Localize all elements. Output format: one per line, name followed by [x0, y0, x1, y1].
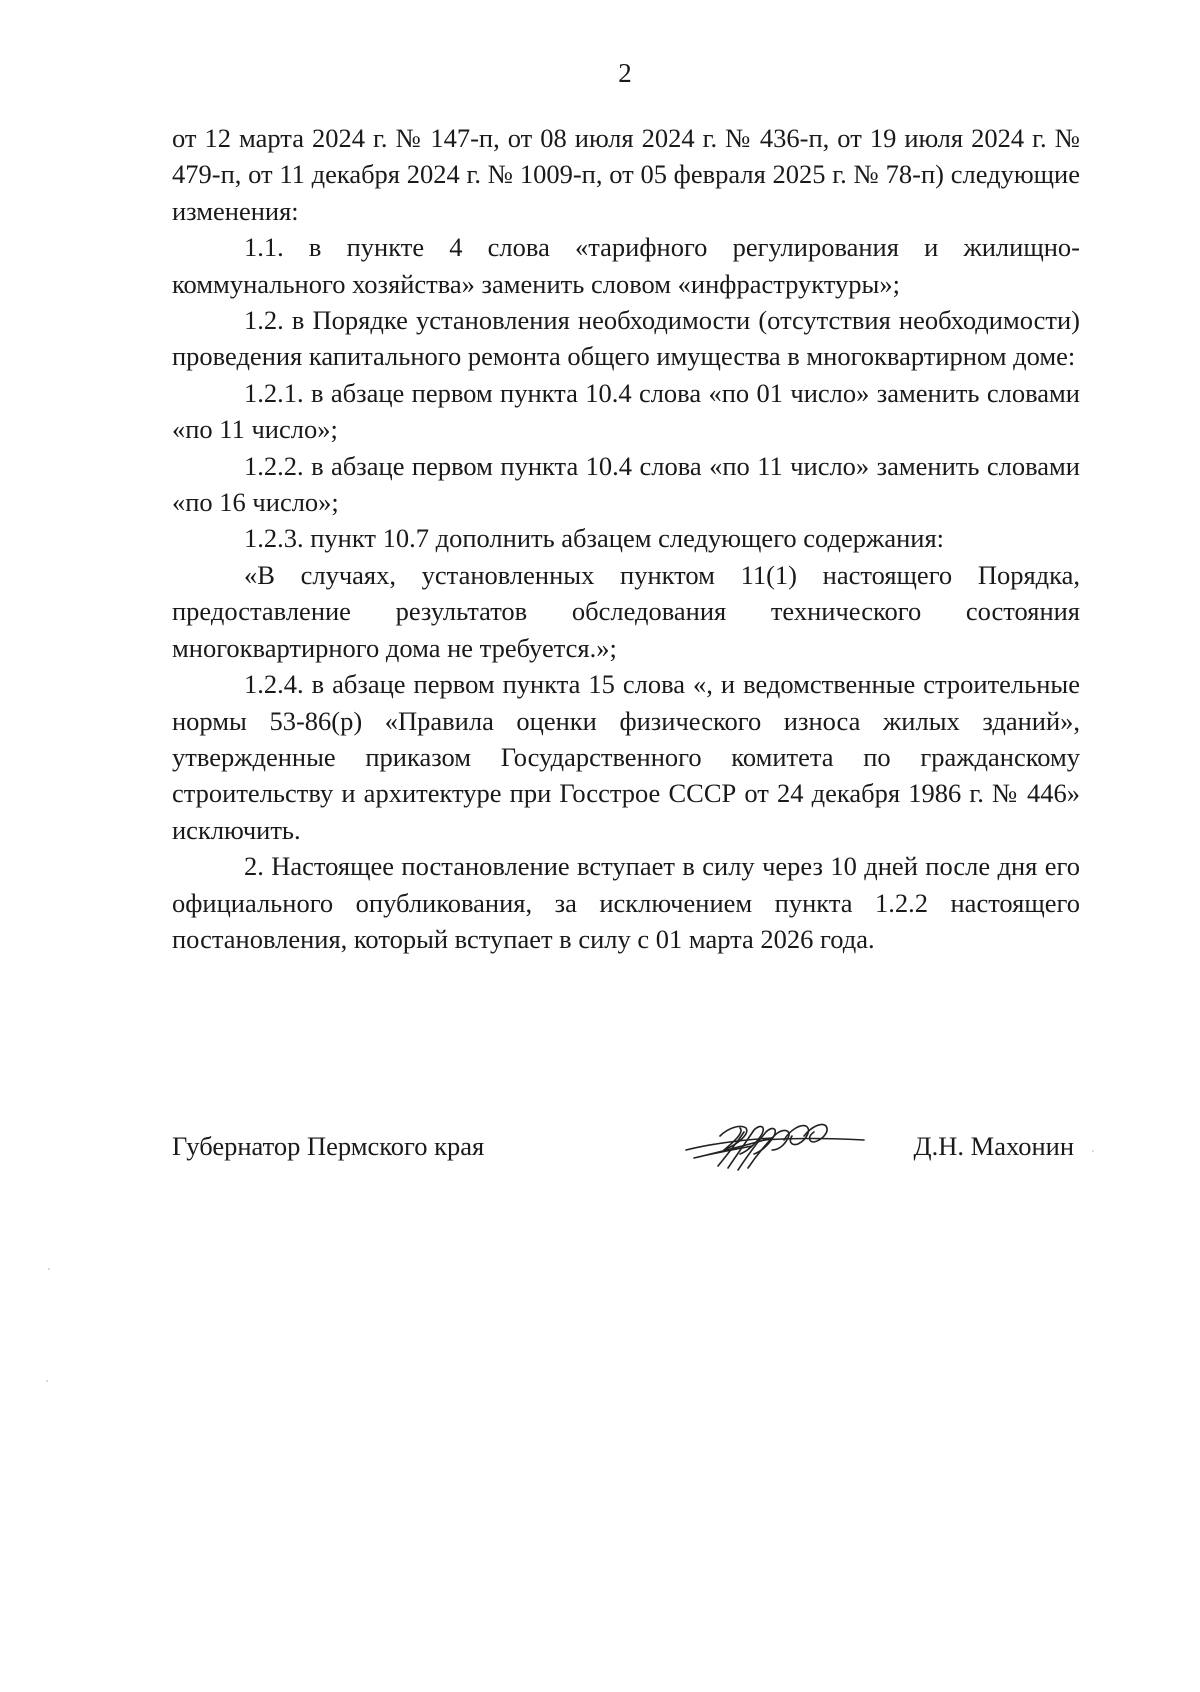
scan-artifact — [48, 1268, 50, 1270]
paragraph-1-2-4: 1.2.4. в абзаце первом пункта 15 слова «, и ведомственные строительные нормы 53-86(р) «Правила оценки физического износа жилых зданий», утвержденные приказом Государственного комитета по гражданскому строительству и архитектуре при Госстрое СССР от 24 декабря 1986 г. № 446» исключить. — [172, 669, 1080, 845]
scan-artifact — [1092, 1150, 1094, 1152]
paragraph-1-2-2: 1.2.2. в абзаце первом пункта 10.4 слова «по 11 число» заменить словами «по 16 число»; — [172, 450, 1080, 518]
paragraph-quoted-addition: «В случаях, установленных пунктом 11(1) настоящего Порядка, предоставление результатов обследования технического состояния многоквартирного дома не требуется.»; — [172, 559, 1080, 663]
scan-artifact — [46, 1380, 48, 1382]
paragraph-2-effective-date: 2. Настоящее постановление вступает в силу через 10 дней после дня его официального опубликования, за исключением пункта 1.2.2 настоящего постановления, который вступает в силу с 01 марта 2026 года. — [172, 851, 1080, 954]
paragraph-amendment-intro: от 12 марта 2024 г. № 147-п, от 08 июля 2024 г. № 436-п, от 19 июля 2024 г. № 479-п, от 11 декабря 2024 г. № 1009-п, от 05 февраля 2025 г. № 78-п) следующие изменения: — [172, 123, 1080, 226]
paragraph-1-2-1: 1.2.1. в абзаце первом пункта 10.4 слова «по 01 число» заменить словами «по 11 число»; — [172, 377, 1080, 445]
paragraph-1-2: 1.2. в Порядке установления необходимости (отсутствия необходимости) проведения капитального ремонта общего имущества в многоквартирном доме: — [172, 305, 1080, 372]
signer-title: Губернатор Пермского края — [172, 1131, 485, 1161]
paragraph-1-1: 1.1. в пункте 4 слова «тарифного регулирования и жилищно-коммунального хозяйства» заменить словом «инфраструктуры»; — [172, 232, 1080, 299]
page-number: 2 — [618, 58, 632, 88]
signer-name: Д.Н. Махонин — [913, 1131, 1074, 1161]
paragraph-1-2-3: 1.2.3. пункт 10.7 дополнить абзацем следующего содержания: — [244, 523, 945, 554]
document-body — [172, 120, 1080, 957]
handwritten-signature — [680, 1110, 870, 1180]
signature-block — [172, 1122, 1080, 1172]
